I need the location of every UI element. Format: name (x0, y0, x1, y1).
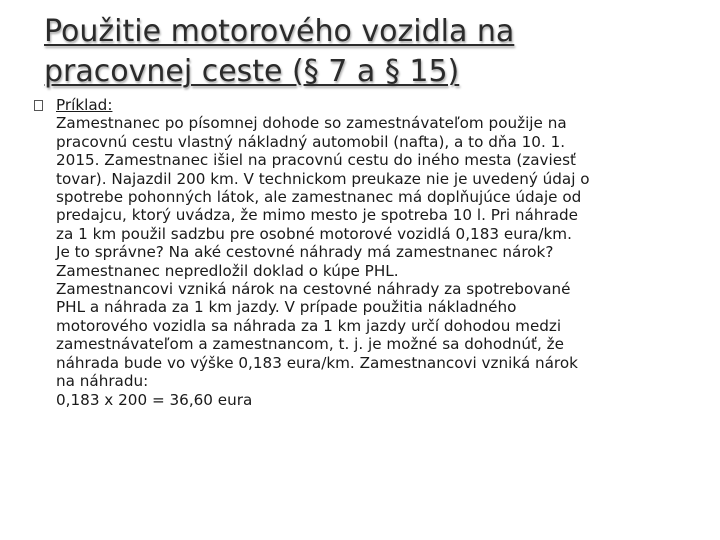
slide-title-line-1: Použitie motorového vozidla na (44, 14, 515, 49)
slide-title (44, 12, 684, 92)
body-line: predajcu, ktorý uvádza, že mimo mesto je spotreba 10 l. Pri náhrade (56, 206, 579, 225)
body-line: PHL a náhrada za 1 km jazdy. V prípade použitia nákladného (56, 298, 517, 317)
body-line: Zamestnanec po písomnej dohode so zamestnávateľom použije na (56, 114, 567, 133)
body-line: Zamestnanec nepredložil doklad o kúpe PHL. (56, 261, 399, 280)
example-body (56, 96, 708, 409)
slide-title-line-2: pracovnej ceste (§ 7 a § 15) (44, 54, 460, 89)
body-line: motorového vozidla sa náhrada za 1 km jazdy určí dohodou medzi (56, 316, 562, 335)
body-line: tovar). Najazdil 200 km. V technickom preukaze nie je uvedený údaj o (56, 169, 590, 188)
example-heading: Príklad: (56, 96, 113, 114)
body-line: za 1 km použil sadzbu pre osobné motorové vozidlá 0,183 eura/km. (56, 224, 572, 243)
body-line: spotrebe pohonných látok, ale zamestnanec má doplňujúce údaje od (56, 188, 582, 207)
body-line: na náhradu: (56, 372, 149, 391)
body-line: pracovnú cestu vlastný nákladný automobil (nafta), a to dňa 10. 1. (56, 132, 566, 151)
body-line: náhrada bude vo výške 0,183 eura/km. Zamestnancovi vzniká nárok (56, 353, 578, 372)
square-bullet-icon (34, 100, 43, 111)
calculation-line: 0,183 x 200 = 36,60 eura (56, 390, 253, 409)
body-line: Je to správne? Na aké cestovné náhrady má zamestnanec nárok? (56, 243, 554, 262)
body-line: Zamestnancovi vzniká nárok na cestovné náhrady za spotrebované (56, 280, 571, 299)
body-line: 2015. Zamestnanec išiel na pracovnú cestu do iného mesta (zaviesť (56, 151, 576, 170)
body-line: zamestnávateľom a zamestnancom, t. j. je možné sa dohodnúť, že (56, 335, 564, 354)
